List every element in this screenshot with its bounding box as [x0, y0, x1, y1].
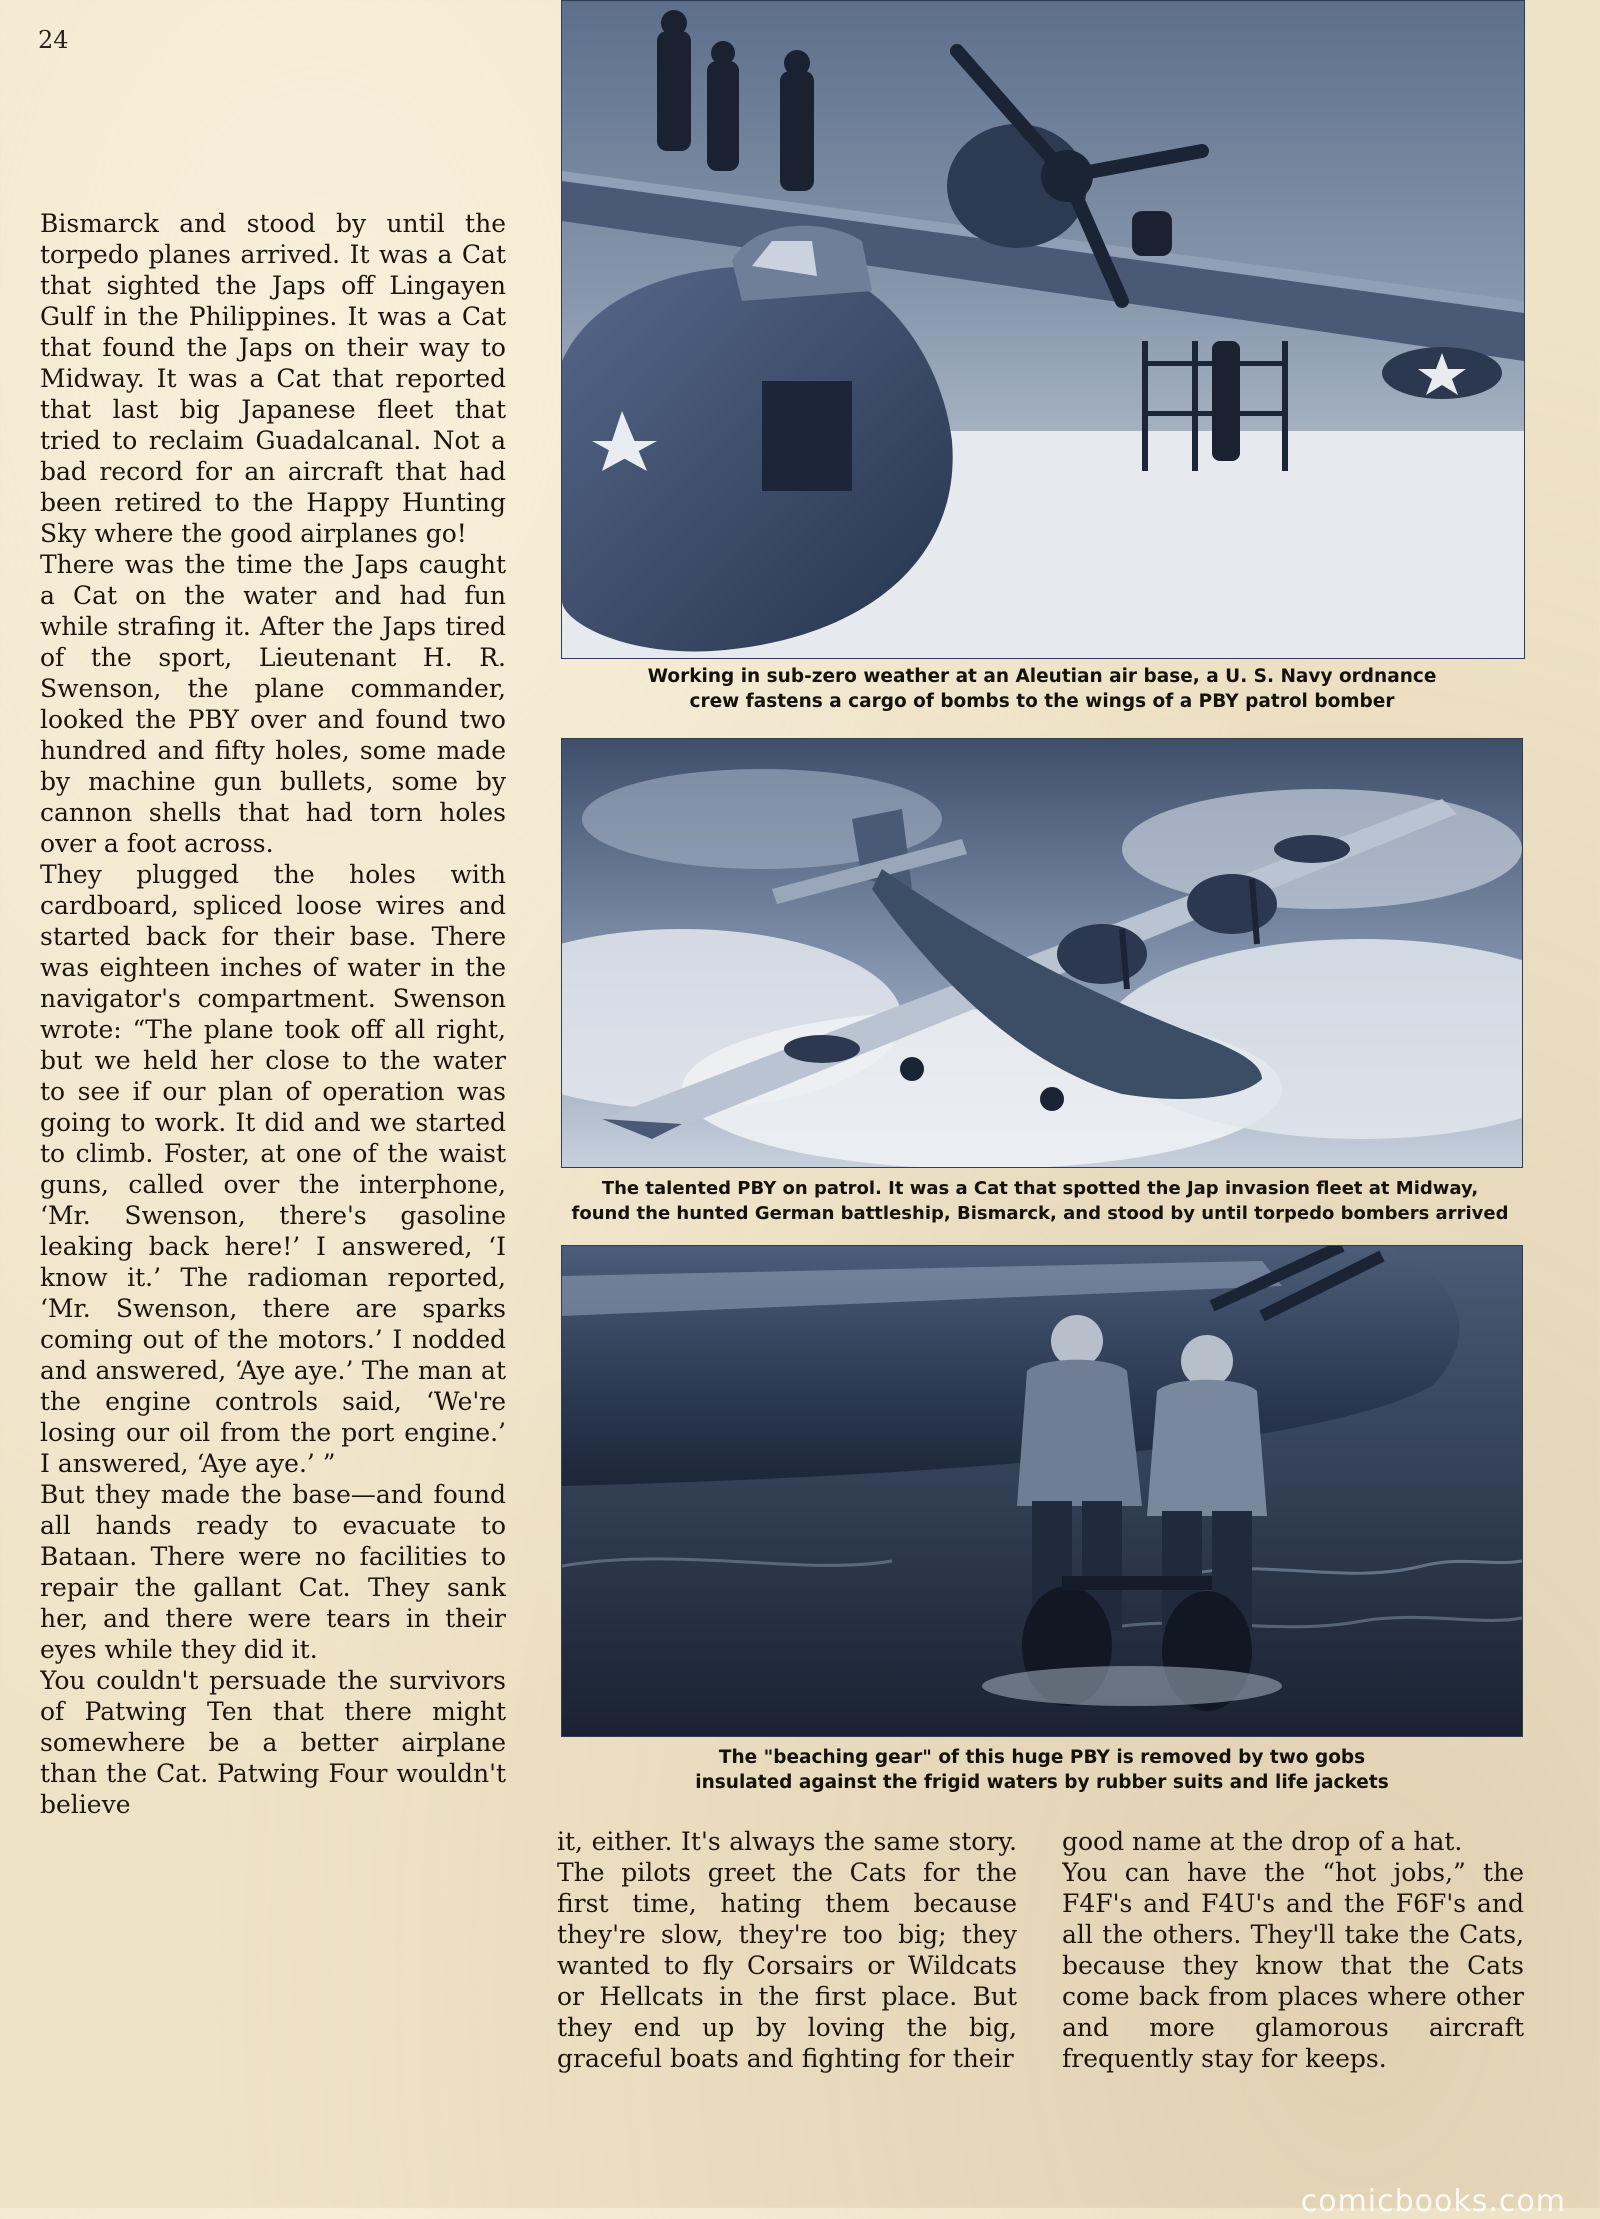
photo-pby-patrol-caption: The talented PBY on patrol. It was a Cat that spotted the Jap invasion fleet at Midway, found the hunted German battleship, Bismarck, and stood by until torpedo bombers arrived — [571, 1178, 1509, 1224]
photo-beaching-gear — [561, 1245, 1523, 1737]
photo-pby-patrol — [561, 738, 1523, 1168]
photo-ordnance-crew-caption: Working in sub-zero weather at an Aleutian air base, a U. S. Navy ordnance crew fastens a cargo of bombs to the wings of a PBY patrol bomber — [647, 666, 1437, 712]
article-column-middle: it, either. It's always the same story. The pilots greet the Cats for the first time, hating them because they're slow, they're too big; they wanted to fly Corsairs or Wildcats or Hellcats in the first place. But they end up by loving the big, graceful boats and fighting for their — [557, 1827, 1017, 2073]
photo-ordnance-crew — [561, 0, 1525, 659]
article-column-left: Bismarck and stood by until the torpedo planes arrived. It was a Cat that sighted the Japs off Lingayen Gulf in the Philippines. It was a Cat that found the Japs on their way to Midway. It was a Cat that reported that last big Japanese fleet that tried to reclaim Guadalcanal. Not a bad record for an aircraft that had been retired to the Happy Hunting Sky where the good airplanes go! There was the time the Japs caught a Cat on the water and had fun while strafing it. After the Japs tired of the sport, Lieutenant H. R. Swenson, the plane commander, looked the PBY over and found two hundred and fifty holes, some made by machine gun bullets, some by cannon shells that had torn holes over a foot across. They plugged the holes with cardboard, spliced loose wires and started back for their base. There was eighteen inches of water in the navigator's compartment. Swenson wrote: “The plane took off all right, but we held her close to the water to see if our plan of operation was going to work. It did and we started to climb. Foster, at one of the waist guns, called over the interphone, ‘Mr. Swenson, there's gasoline leaking back here!’ I answered, ‘I know it.’ The radioman reported, ‘Mr. Swenson, there are sparks coming out of the motors.’ I nodded and answered, ‘Aye aye.’ The man at the engine controls said, ‘We're losing our oil from the port engine.’ I answered, ‘Aye aye.’ ” But they made the base—and found all hands ready to evacuate to Bataan. There were no facilities to repair the gallant Cat. They sank her, and there were tears in their eyes while they did it. You couldn't persuade the survivors of Patwing Ten that there might somewhere be a better airplane than the Cat. Patwing Four wouldn't believe — [40, 209, 506, 1819]
watermark: comicbooks.com — [1300, 2184, 1566, 2219]
article-column-right: good name at the drop of a hat. You can have the “hot jobs,” the F4F's and F4U's and the F6F's and all the others. They'll take the Cats, because they know that the Cats come back from places where other and more glamorous aircraft frequently stay for keeps. — [1062, 1827, 1524, 2073]
photo-pby-patrol-image — [562, 739, 1522, 1167]
photo-beaching-gear-image — [562, 1246, 1522, 1736]
photo-ordnance-crew-image — [562, 1, 1524, 658]
page-number: 24 — [38, 26, 69, 54]
photo-beaching-gear-caption: The "beaching gear" of this huge PBY is removed by two gobs insulated against the frigid waters by rubber suits and life jackets — [695, 1747, 1389, 1793]
